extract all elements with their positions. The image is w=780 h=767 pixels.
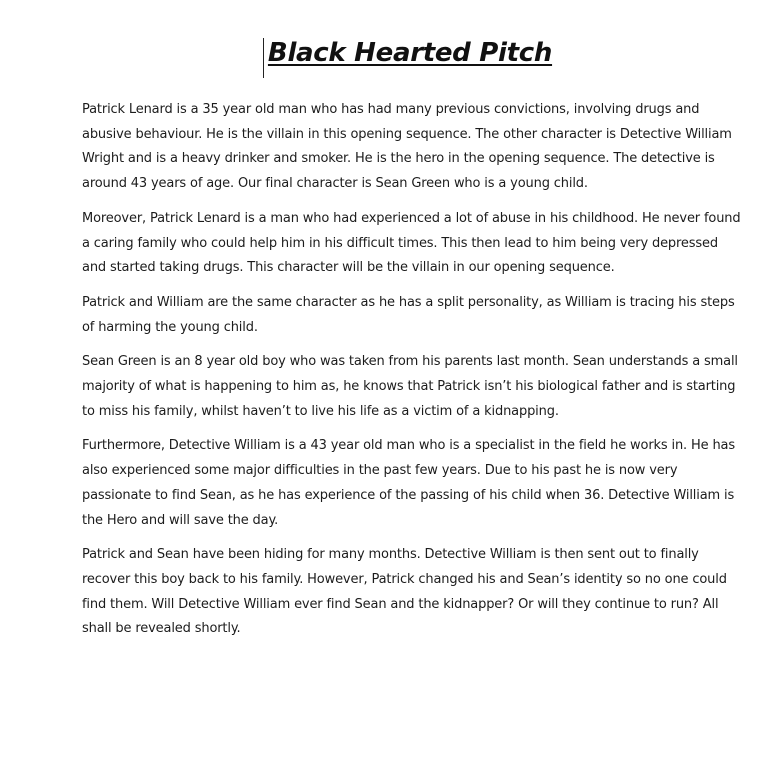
title-container <box>0 38 780 68</box>
document-title-text: Black Hearted Pitch <box>267 38 553 68</box>
document-title[interactable] <box>268 38 552 68</box>
paragraph-4: Sean Green is an 8 year old boy who was taken from his parents last month. Sean understands a small majority of what is happening to him as, he knows that Patrick isn’t his biological father and is starting to miss his family, whilst haven’t to live his life as a victim of a kidnapping. <box>82 354 738 419</box>
paragraph-2: Moreover, Patrick Lenard is a man who had experienced a lot of abuse in his childhood. He never found a caring family who could help him in his difficult times. This then lead to him being very depressed and started taking drugs. This character will be the villain in our opening sequence. <box>82 210 741 276</box>
paragraph-1: Patrick Lenard is a 35 year old man who has had many previous convictions, involving drugs and abusive behaviour. He is the villain in this opening sequence. The other character is Detective William Wright and is a heavy drinker and smoker. He is the hero in the opening sequence. The detective is around 43 years of age. Our final character is Sean Green who is a young child. <box>82 102 732 192</box>
paragraph-5: Furthermore, Detective William is a 43 year old man who is a specialist in the field he works in. He has also experienced some major difficulties in the past few years. Due to his past he is now very passionate to find Sean, as he has experience of the passing of his child when 36. Detective William is the Hero and will save the day. <box>82 438 735 528</box>
text-cursor <box>263 38 264 78</box>
document-body[interactable] <box>82 98 742 652</box>
paragraph-6: Patrick and Sean have been hiding for many months. Detective William is then sent out to finally recover this boy back to his family. However, Patrick changed his and Sean’s identity so no one could find them. Will Detective William ever find Sean and the kidnapper? Or will they continue to run? All shall be revealed shortly. <box>82 547 727 637</box>
paragraph-3: Patrick and William are the same character as he has a split personality, as William is tracing his steps of harming the young child. <box>82 294 735 335</box>
